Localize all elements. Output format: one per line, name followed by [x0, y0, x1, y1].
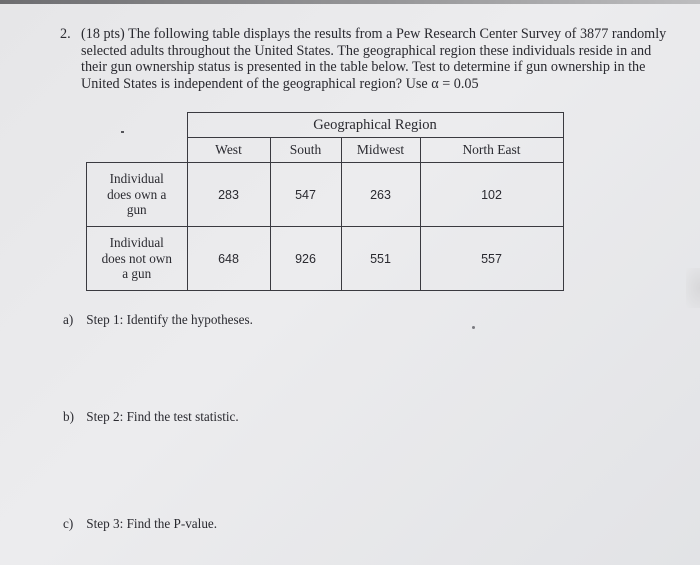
row-label: Individual does own a gun	[87, 163, 188, 227]
question-line: selected adults throughout the United States. The geographical region these individuals reside in and	[81, 42, 652, 59]
step-text: Step 1: Identify the hypotheses.	[86, 312, 253, 327]
column-header: Midwest	[341, 138, 420, 163]
group-header: Geographical Region	[187, 113, 563, 138]
step-letter: b)	[63, 409, 74, 424]
table-cell: 648	[187, 227, 270, 291]
table-cell: 547	[270, 163, 341, 227]
step-b	[63, 409, 239, 425]
table-cell: 263	[341, 163, 420, 227]
step-text: Step 3: Find the P-value.	[86, 516, 218, 531]
question-text	[81, 26, 681, 92]
table-cell: 283	[187, 163, 270, 227]
step-letter: c)	[63, 516, 74, 531]
row-label: Individual does not own a gun	[87, 227, 188, 291]
table-cell: 557	[420, 227, 563, 291]
stray-mark	[472, 326, 475, 329]
question-line: their gun ownership status is presented in the table below. Test to determine if gun ownership in the	[81, 59, 646, 76]
table-cell: 102	[420, 163, 563, 227]
column-header: West	[187, 138, 270, 163]
page-top-edge	[0, 0, 700, 4]
question-line: (18 pts) The following table displays the results from a Pew Research Center Survey of 3877 randomly	[81, 26, 667, 42]
step-letter: a)	[63, 312, 74, 327]
table-row	[87, 227, 564, 291]
contingency-table	[86, 112, 564, 291]
table-cell: 926	[270, 227, 341, 291]
table-cell: 551	[341, 227, 420, 291]
question-line: United States is independent of the geographical region? Use α = 0.05	[81, 75, 479, 92]
table-empty-corner	[87, 138, 188, 163]
step-a	[63, 312, 253, 328]
step-c	[63, 516, 217, 532]
column-header: North East	[420, 138, 563, 163]
step-text: Step 2: Find the test statistic.	[86, 409, 239, 424]
table-empty-corner	[87, 113, 188, 138]
column-header: South	[270, 138, 341, 163]
page-edge-glare	[686, 268, 700, 308]
question-number: 2.	[60, 26, 71, 42]
table-row	[87, 163, 564, 227]
